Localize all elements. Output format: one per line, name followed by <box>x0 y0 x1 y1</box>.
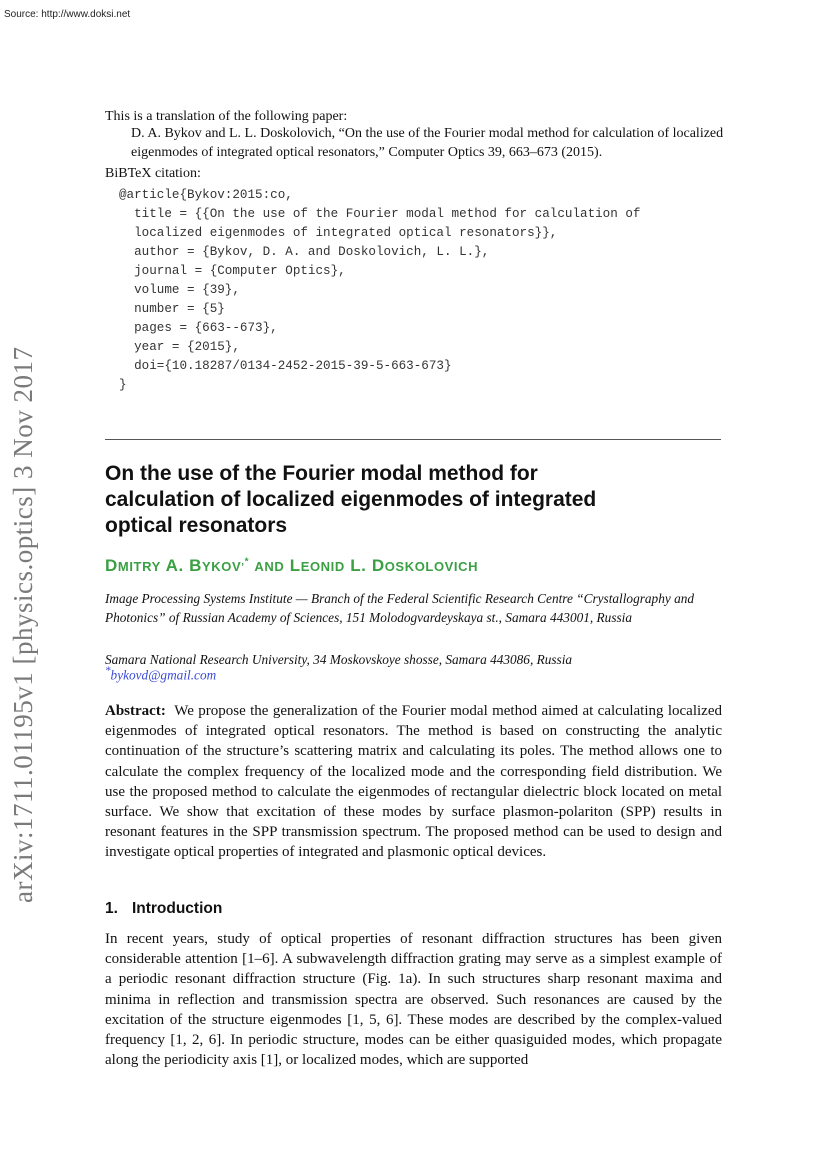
translation-reference-text: D. A. Bykov and L. L. Doskolovich, “On the use of the Fourier modal method for calculation of localized eigenmodes of integrated optical resonators,” Computer Optics 39, 663–673 (2015). <box>131 126 724 160</box>
abstract-text: We propose the generalization of the Fourier modal method aimed at calculating localized eigenmodes of integrated optical resonators. The method is based on constructing the analytic continuation of the structure’s scattering matrix and calculating its poles. The method allows one to calculate the complex frequency of the localized mode and the corresponding field distribution. We use the proposed method to calculate the eigenmodes of rectangular dielectric block located on metal surface. We show that excitation of these modes by surface plasmon-polariton (SPP) results in resonant features in the SPP transmission spectrum. The proposed method can be used to design and investigate optical properties of integrated and plasmonic optical devices. <box>105 703 722 861</box>
paper-title: On the use of the Fourier modal method for calculation of localized eigenmodes of integrated optical resonators <box>105 462 597 537</box>
translation-intro: This is a translation of the following paper: <box>105 109 348 124</box>
abstract-label: Abstract: <box>105 703 166 719</box>
section-number: 1. <box>105 900 118 917</box>
bibtex-block: @article{Bykov:2015:co, title = {{On the use of the Fourier modal method for calculation of localized eigenmodes of integrated optical resonators}}, author = {Bykov, D. A. and Doskolovich, L. L.}, journal = {Computer Optics}, volume = {39}, number = {5} pages = {663--673}, year = {2015}, doi={10.18287/0134-2452-2015-39-5-663-673} } <box>119 188 641 392</box>
paper-authors: DMITRY A. BYKOV,* AND LEONID L. DOSKOLOVICH <box>105 556 479 575</box>
affiliation-1: Image Processing Systems Institute — Branch of the Federal Scientific Research Centre “Crystallography and Photonics” of Russian Academy of Sciences, 151 Molodogvardeyskaya st., Samara 443001, Russia <box>105 591 695 625</box>
author-email[interactable]: *bykovd@gmail.com <box>105 665 217 683</box>
arxiv-stamp: arXiv:1711.01195v1 [physics.optics] 3 Nov 2017 <box>8 346 38 903</box>
abstract <box>105 701 722 863</box>
translation-reference <box>131 124 743 162</box>
bibtex-label: BiBTeX citation: <box>105 166 201 181</box>
section-heading <box>105 900 222 918</box>
affiliation-2: Samara National Research University, 34 Moskovskoye shosse, Samara 443086, Russia <box>105 652 573 667</box>
separator-rule <box>105 439 721 440</box>
source-label: Source: http://www.doksi.net <box>4 9 131 20</box>
section-title: Introduction <box>131 900 223 917</box>
intro-paragraph: In recent years, study of optical properties of resonant diffraction structures has been given considerable attention [1–6]. A subwavelength diffraction grating may serve as a simplest example of a periodic resonant diffraction structure (Fig. 1a). In such structures sharp resonant maxima and minima in reflection and transmission spectra are observed. Such resonances are caused by the excitation of the structure eigenmodes [1, 5, 6]. These modes are described by the complex-valued frequency [1, 2, 6]. In periodic structure, modes can be either quasiguided modes, which propagate along the periodicity axis [1], or localized modes, which are supported <box>105 931 722 1069</box>
